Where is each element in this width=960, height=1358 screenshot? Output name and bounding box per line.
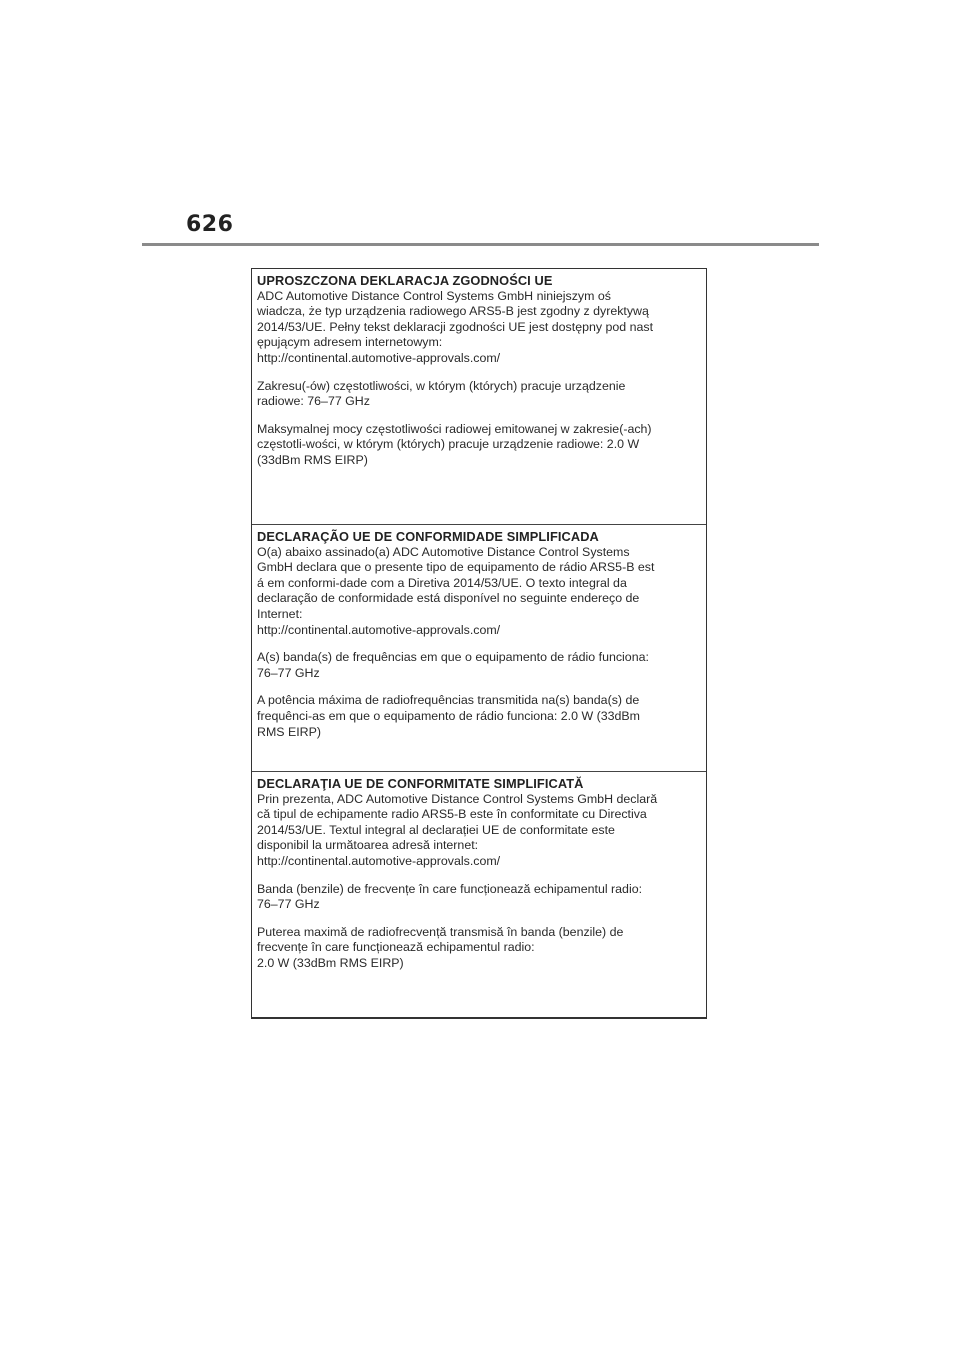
declaration-line: radiowe: 76–77 GHz — [257, 394, 370, 409]
declaration-line: Internet: — [257, 606, 303, 621]
declaration-url: http://continental.automotive-approvals.com/ — [257, 853, 501, 868]
declaration-line: Prin prezenta, ADC Automotive Distance Control Systems GmbH declară — [257, 791, 658, 806]
declaration-line: declaração de conformidade está disponível no seguinte endereço de — [257, 591, 640, 606]
declaration-line: ADC Automotive Distance Control Systems GmbH niniejszym oś — [257, 288, 611, 303]
paragraph-gap — [257, 410, 702, 422]
declaration-paragraph — [257, 882, 702, 913]
declaration-title: DECLARAŢIA UE DE CONFORMITATE SIMPLIFICATĂ — [257, 776, 584, 791]
declaration-section-portuguese — [252, 525, 706, 772]
paragraph-gap — [257, 681, 702, 693]
declaration-line: 76–77 GHz — [257, 897, 320, 912]
paragraph-gap — [257, 367, 702, 379]
declaration-line: 76–77 GHz — [257, 665, 320, 680]
declaration-section-romanian — [252, 772, 706, 1017]
declaration-line: wiadcza, że typ urządzenia radiowego ARS5-B jest zgodny z dyrektywą — [257, 304, 649, 319]
declaration-paragraph — [257, 925, 702, 972]
declaration-line: GmbH declara que o presente tipo de equipamento de rádio ARS5-B est — [257, 560, 655, 575]
declaration-line: O(a) abaixo assinado(a) ADC Automotive Distance Control Systems — [257, 544, 630, 559]
header-rule — [142, 243, 819, 246]
footer-rule — [251, 1017, 707, 1019]
declaration-line: disponibil la următoarea adresă internet: — [257, 838, 479, 853]
declaration-title: UPROSZCZONA DEKLARACJA ZGODNOŚCI UE — [257, 273, 553, 288]
declaration-line: Zakresu(-ów) częstotliwości, w którym (których) pracuje urządzenie — [257, 378, 626, 393]
declaration-line: Banda (benzile) de frecvențe în care funcționează echipamentul radio: — [257, 881, 643, 896]
paragraph-gap — [257, 913, 702, 925]
declaration-section-polish — [252, 269, 706, 525]
declaration-line: că tipul de echipamente radio ARS5-B este în conformitate cu Directiva — [257, 807, 647, 822]
paragraph-gap — [257, 870, 702, 882]
declaration-paragraph — [257, 289, 702, 367]
declaration-url: http://continental.automotive-approvals.com/ — [257, 622, 501, 637]
declaration-line: częstotli-wości, w którym (których) pracuje urządzenie radiowe: 2.0 W — [257, 437, 640, 452]
declaration-paragraph — [257, 422, 702, 469]
paragraph-gap — [257, 638, 702, 650]
declaration-paragraph — [257, 379, 702, 410]
declaration-line: RMS EIRP) — [257, 724, 322, 739]
declaration-line: Puterea maximă de radiofrecvență transmisă în banda (benzile) de — [257, 924, 624, 939]
declaration-paragraph — [257, 693, 702, 740]
page-number: 626 — [186, 212, 234, 237]
declaration-line: Maksymalnej mocy częstotliwości radiowej emitowanej w zakresie(-ach) — [257, 421, 652, 436]
declaration-line: ępującym adresem internetowym: — [257, 335, 443, 350]
declaration-paragraph — [257, 545, 702, 639]
declaration-line: frecvențe în care funcționează echipamentul radio: — [257, 940, 535, 955]
declaration-line: A potência máxima de radiofrequências transmitida na(s) banda(s) de — [257, 693, 640, 708]
declaration-line: 2014/53/UE. Pełny tekst deklaracji zgodności UE jest dostępny pod nast — [257, 319, 654, 334]
declaration-line: (33dBm RMS EIRP) — [257, 452, 368, 467]
declaration-line: 2014/53/UE. Textul integral al declarației UE de conformitate este — [257, 822, 615, 837]
declaration-line: 2.0 W (33dBm RMS EIRP) — [257, 955, 404, 970]
declaration-line: A(s) banda(s) de frequências em que o equipamento de rádio funciona: — [257, 650, 649, 665]
declaration-paragraph — [257, 650, 702, 681]
declaration-paragraph — [257, 792, 702, 870]
declaration-line: á em conformi-dade com a Diretiva 2014/53/UE. O texto integral da — [257, 575, 627, 590]
declaration-url: http://continental.automotive-approvals.com/ — [257, 350, 501, 365]
declaration-title: DECLARAÇÃO UE DE CONFORMIDADE SIMPLIFICADA — [257, 529, 599, 544]
declaration-frame — [251, 268, 707, 1018]
declaration-line: frequênci-as em que o equipamento de rádio funciona: 2.0 W (33dBm — [257, 708, 640, 723]
